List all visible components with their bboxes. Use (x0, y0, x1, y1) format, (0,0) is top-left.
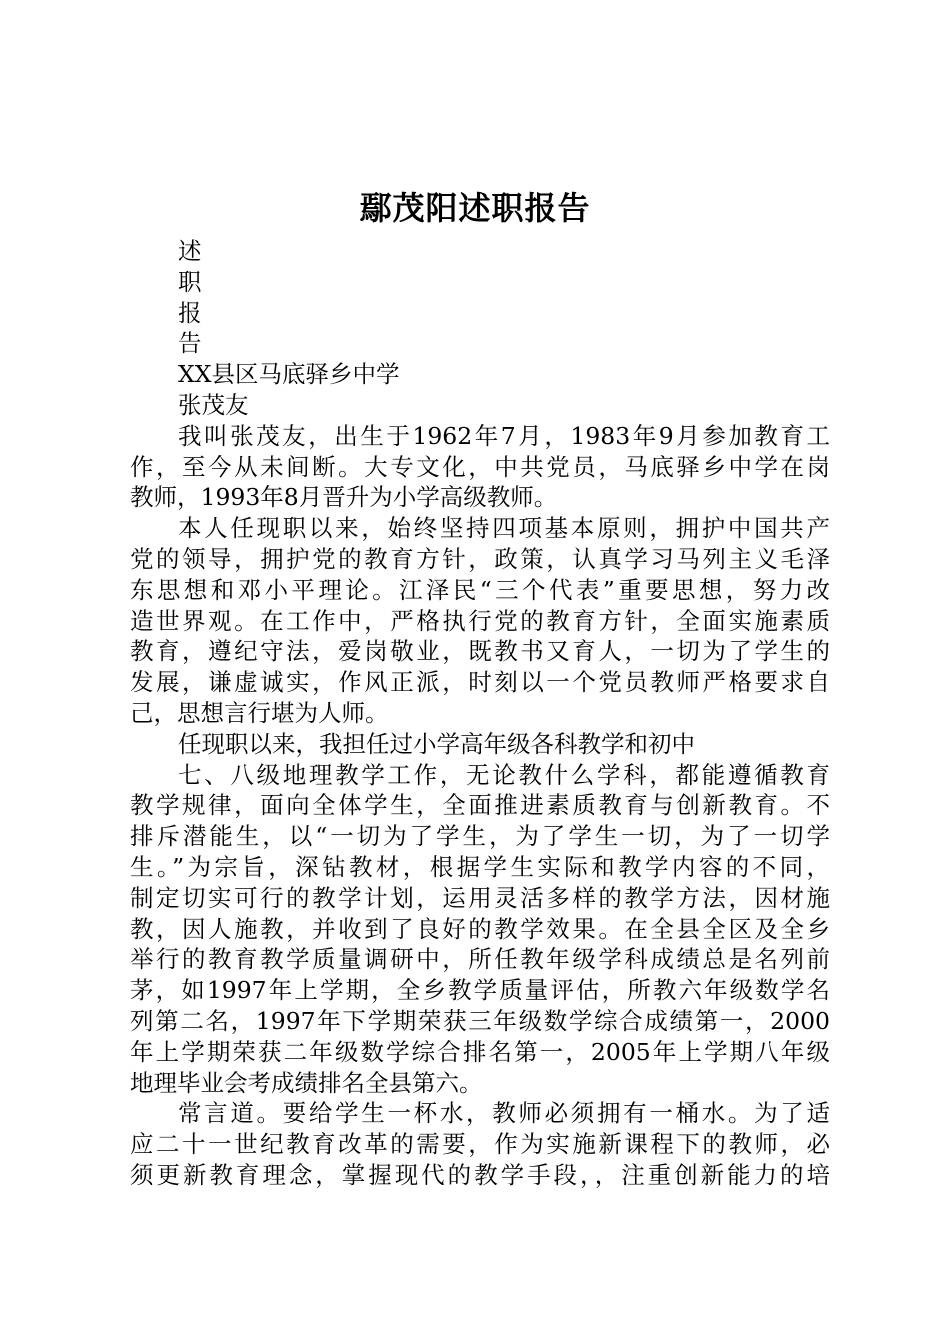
paragraph-line: 教师，1993年8月晋升为小学高级教师。 (130, 483, 558, 512)
paragraph-line: 发展，谦虚诚实，作风正派，时刻以一个党员教师严格要求自 (130, 668, 830, 697)
paragraph-line: 造世界观。在工作中，严格执行党的教育方针，全面实施素质 (130, 606, 830, 635)
author-name: 张茂友 (178, 390, 249, 419)
paragraph-2 (130, 513, 830, 729)
paragraph-line: 教育，遵纪守法，爱岗敬业，既教书又育人，一切为了学生的 (130, 637, 830, 666)
paragraph-line: 制定切实可行的教学计划，运用灵活多样的教学方法，因材施 (130, 883, 830, 912)
paragraph-4 (130, 760, 830, 1099)
paragraph-line: 七、八级地理教学工作，无论教什么学科，都能遵循教育 (178, 760, 830, 789)
paragraph-5 (130, 1098, 830, 1190)
paragraph-line: 任现职以来，我担任过小学高年级各科教学和初中 (178, 729, 695, 758)
heading-line: 告 (178, 329, 202, 358)
paragraph-line: 茅，如1997年上学期，全乡教学质量评估，所教六年级数学名 (130, 976, 830, 1005)
document-title: 鄢茂阳述职报告 (359, 189, 591, 227)
paragraph-line: 年上学期荣获二年级数学综合排名第一，2005年上学期八年级 (130, 1037, 830, 1066)
paragraph-line: 东思想和邓小平理论。江泽民“三个代表”重要思想，努力改 (130, 575, 830, 604)
paragraph-line: 教学规律，面向全体学生，全面推进素质教育与创新教育。不 (130, 791, 830, 820)
heading-line: 述 (178, 237, 202, 265)
school-name: XX县区马底驿乡中学 (178, 360, 400, 389)
paragraph-line: 常言道。要给学生一杯水，教师必须拥有一桶水。为了适 (178, 1099, 830, 1128)
paragraph-3 (130, 729, 830, 760)
heading-line: 报 (178, 298, 202, 327)
paragraph-line: 地理毕业会考成绩排名全县第六。 (130, 1068, 483, 1097)
paragraph-line: 己，思想言行堪为人师。 (130, 698, 389, 727)
paragraph-line: 应二十一世纪教育改革的需要，作为实施新课程下的教师，必 (130, 1130, 830, 1159)
paragraph-line: 列第二名，1997年下学期荣获三年级数学综合成绩第一，2000 (130, 1006, 830, 1035)
heading-block (130, 236, 830, 421)
paragraph-line: 教，因人施教，并收到了良好的教学效果。在全县全区及全乡 (130, 914, 830, 943)
paragraph-line: 党的领导，拥护党的教育方针，政策，认真学习马列主义毛泽 (130, 544, 830, 573)
paragraph-line: 举行的教育教学质量调研中，所任教年级学科成绩总是名列前 (130, 945, 830, 974)
paragraph-line: 须更新教育理念，掌握现代的教学手段，，注重创新能力的培 (130, 1160, 830, 1189)
paragraph-1 (130, 421, 830, 513)
paragraph-line: 本人任现职以来，始终坚持四项基本原则，拥护中国共产 (178, 514, 830, 543)
heading-line: 职 (178, 267, 202, 296)
document-body (130, 236, 830, 1191)
paragraph-line: 生。”为宗旨，深钻教材，根据学生实际和教学内容的不同， (130, 852, 830, 881)
paragraph-line: 作，至今从未间断。大专文化，中共党员，马底驿乡中学在岗 (130, 452, 830, 481)
paragraph-line: 排斥潜能生，以“一切为了学生，为了学生一切，为了一切学 (130, 822, 830, 851)
paragraph-line: 我叫张茂友，出生于1962年7月，1983年9月参加教育工 (178, 421, 830, 450)
